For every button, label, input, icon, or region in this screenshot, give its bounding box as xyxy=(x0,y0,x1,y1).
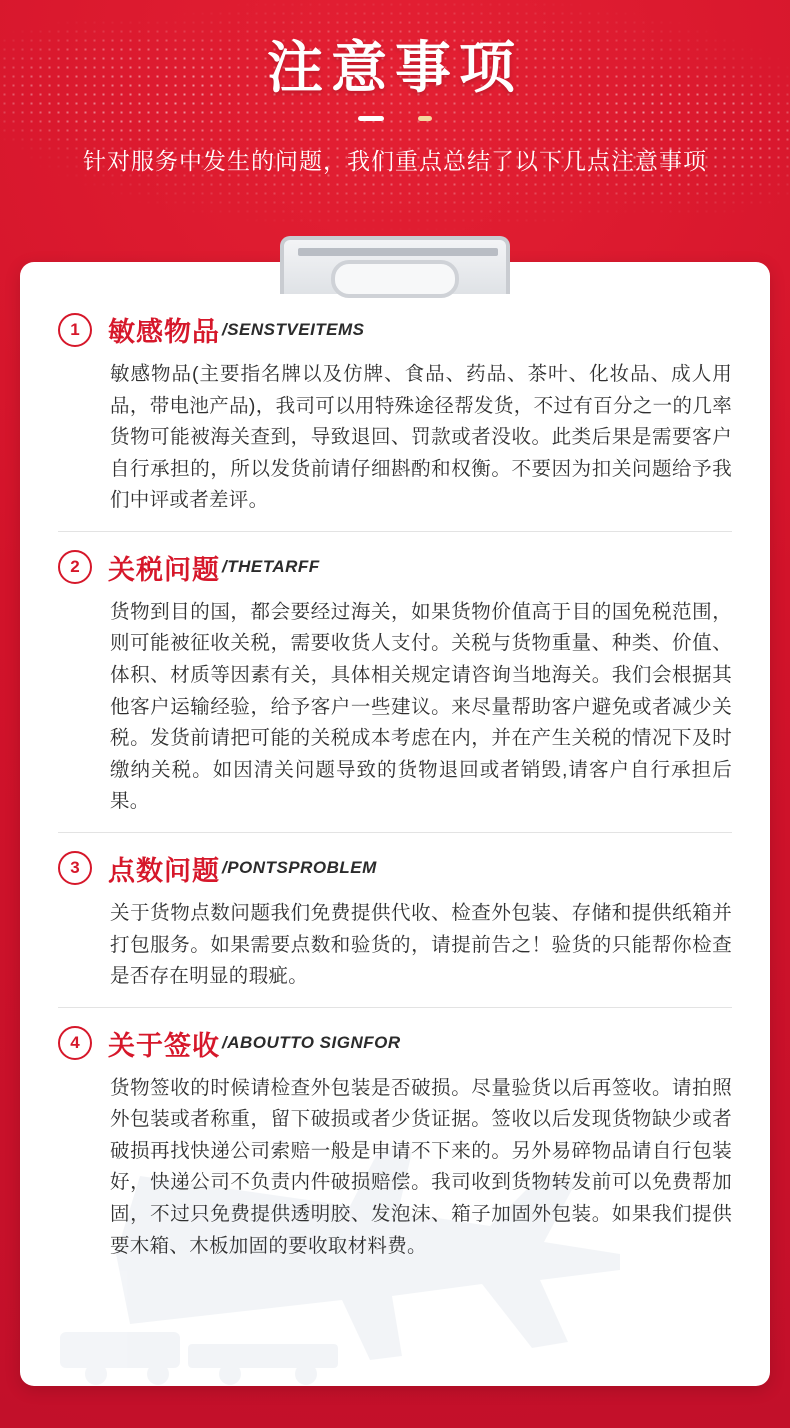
section-4-title-cn: 关于签收 xyxy=(108,1030,220,1061)
section-2-title-en: /THETARFF xyxy=(222,557,320,577)
section-2-number-badge: 2 xyxy=(58,550,92,584)
notice-section-3 xyxy=(58,849,732,1008)
section-2-header xyxy=(58,548,732,587)
section-3-header xyxy=(58,849,732,888)
section-2-title-cn: 关税问题 xyxy=(108,554,220,585)
clip-bar-shape xyxy=(298,248,498,256)
page-subtitle: 针对服务中发生的问题，我们重点总结了以下几点注意事项 xyxy=(83,148,707,175)
divider-dash-short xyxy=(418,116,432,121)
section-1-number-badge: 1 xyxy=(58,313,92,347)
section-4-title-en: /ABOUTTO SIGNFOR xyxy=(222,1033,401,1053)
section-1-title-cn: 敏感物品 xyxy=(108,317,220,347)
section-1-title-en: /SENSTVEITEMS xyxy=(222,319,365,339)
notice-section-4 xyxy=(58,1024,732,1276)
section-3-title-cn: 点数问题 xyxy=(108,855,220,886)
clip-inner-shape xyxy=(331,260,459,298)
section-4-number-badge: 4 xyxy=(58,1026,92,1060)
clipboard-clip-icon xyxy=(280,236,510,300)
divider-dash-long xyxy=(358,116,384,121)
section-1-body: 敏感物品(主要指名牌以及仿牌、食品、药品、茶叶、化妆品、成人用品，带电池产品)，我司可以用特殊途径帮发货，不过有百分之一的几率货物可能被海关查到，导致退回、罚款或者没收。此类后果是需要客户自行承担的，所以发货前请仔细斟酌和权衡。不要因为扣关问题给予我们中评或者差评。 xyxy=(110,363,732,512)
notice-section-1 xyxy=(58,310,732,532)
section-2-body: 货物到目的国，都会要经过海关，如果货物价值高于目的国免税范围，则可能被征收关税，需要收货人支付。关税与货物重量、种类、价值、体积、材质等因素有关，具体相关规定请咨询当地海关。我们会根据其他客户运输经验，给予客户一些建议。来尽量帮助客户避免或者减少关税。发货前请把可能的关税成本考虑在内，并在产生关税的情况下及时缴纳关税。如因清关问题导致的货物退回或者销毁,请客户自行承担后果。 xyxy=(110,600,732,813)
section-3-title-en: /PONTSPROBLEM xyxy=(222,858,377,878)
notice-sections xyxy=(20,262,770,1312)
section-4-body: 货物签收的时候请检查外包装是否破损。尽量验货以后再签收。请拍照外包装或者称重，留下破损或者少货证据。签收以后发现货物缺少或者破损再找快递公司索赔一般是申请不下来的。另外易碎物品请自行包装好，快递公司不负责内件破损赔偿。我司收到货物转发前可以免费帮加固，不过只免费提供透明胶、发泡沫、箱子加固外包装。如果我们提供要木箱、木板加固的要收取材料费。 xyxy=(110,1076,732,1257)
page-title: 注意事项 xyxy=(267,36,523,99)
section-3-number-badge: 3 xyxy=(58,851,92,885)
title-divider xyxy=(358,116,432,121)
notice-card xyxy=(20,262,770,1386)
notice-section-2 xyxy=(58,548,732,833)
section-3-body: 关于货物点数问题我们免费提供代收、检查外包装、存储和提供纸箱并打包服务。如果需要点数和验货的，请提前告之！验货的只能帮你检查是否存在明显的瑕疵。 xyxy=(110,901,732,988)
section-1-header xyxy=(58,310,732,349)
section-4-header xyxy=(58,1024,732,1063)
page-header xyxy=(0,0,790,176)
